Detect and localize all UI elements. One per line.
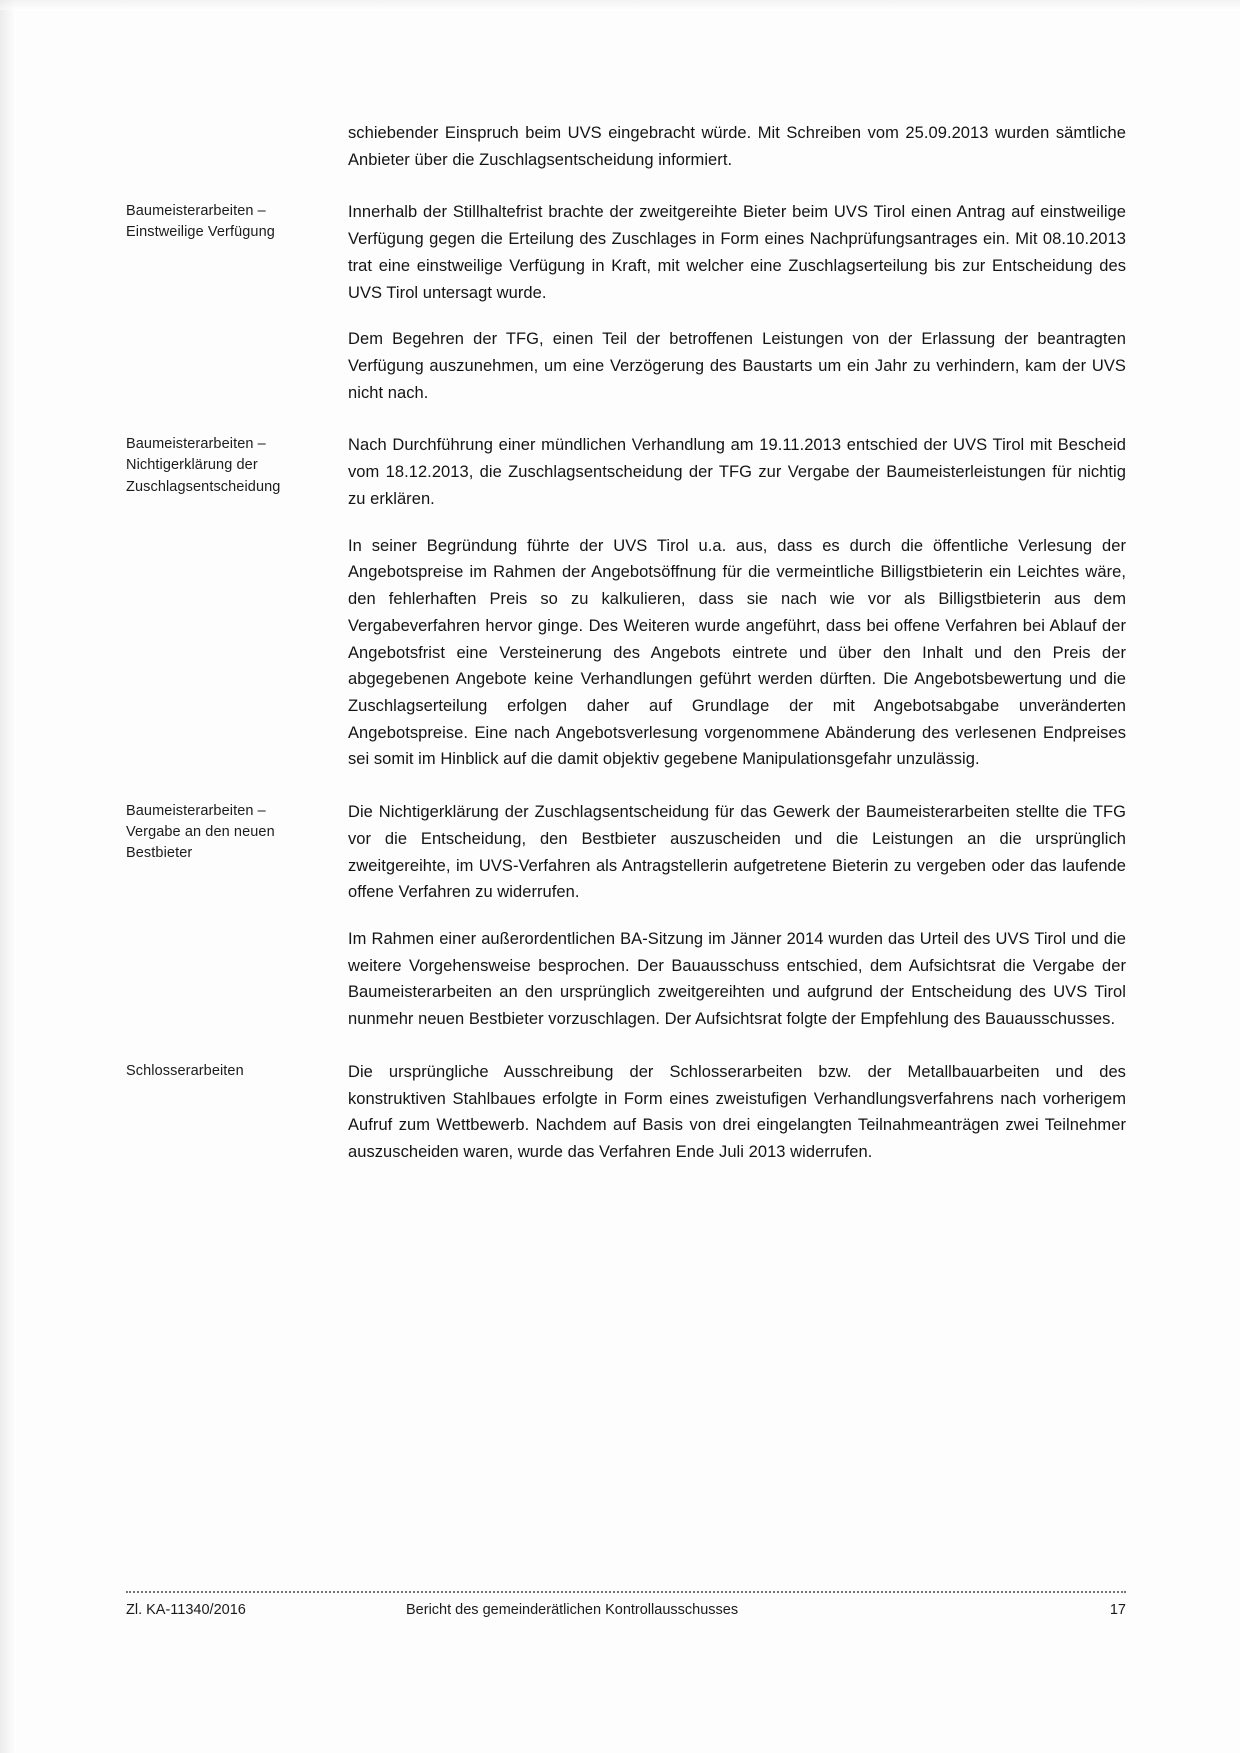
body-text: [341, 432, 1126, 773]
margin-label-line: Baumeisterarbeiten –: [126, 803, 266, 820]
footer-divider: [126, 1588, 1126, 1593]
paragraph: In seiner Begründung führte der UVS Tirol u.a. aus, dass es durch die öffentliche Verlesung der Angebotspreise im Rahmen der Angebotsöffnung für die vermeintliche Billigstbieterin ein Leichtes wäre, den fehlerhaften Preis so zu kalkulieren, dass sie nach wie vor als Billigstbieterin aus dem Vergabeverfahren hervor ginge. Des Weiteren wurde angeführt, dass bei offene Verfahren bei Ablauf der Angebotsfrist eine Versteinerung des Angebots eintrete und über den Inhalt und den Preis der abgegebenen Angebote keine Verhandlungen geführt werden dürften. Die Angebotsbewertung und die Zuschlagserteilung erfolgen daher auf Grundlage der mit Angebotsabgabe unveränderten Angebotspreise. Eine nach Angebotsverlesung vorgenommene Abänderung des verlesenen Endpreises sei somit im Hinblick auf die damit objektiv gegebene Manipulationsgefahr unzulässig.: [348, 536, 1126, 769]
document-block: [126, 432, 1126, 773]
document-block: [126, 799, 1126, 1033]
paragraph: Nach Durchführung einer mündlichen Verhandlung am 19.11.2013 entschied der UVS Tirol mit Bescheid vom 18.12.2013, die Zuschlagsentscheidung der TFG zur Vergabe der Baumeisterleistungen für nichtig zu erklären.: [348, 436, 1126, 508]
document-block: [126, 120, 1126, 173]
paragraph: Innerhalb der Stillhaltefrist brachte der zweitgereihte Bieter beim UVS Tirol einen Antrag auf einstweilige Verfügung gegen die Erteilung des Zuschlages in Form eines Nachprüfungsantrages ein. Mit 08.10.2013 trat eine einstweilige Verfügung in Kraft, mit welcher eine Zuschlagserteilung bis zur Entscheidung des UVS Tirol untersagt wurde.: [348, 203, 1126, 302]
margin-label-line: Baumeisterarbeiten –: [126, 436, 266, 453]
body-text: [341, 199, 1126, 406]
document-block: [126, 199, 1126, 406]
paragraph: schiebender Einspruch beim UVS eingebracht würde. Mit Schreiben vom 25.09.2013 wurden sämtliche Anbieter über die Zuschlagsentscheidung informiert.: [348, 124, 1126, 169]
margin-label-line: Zuschlagsentscheidung: [126, 478, 281, 495]
footer-reference: Zl. KA-11340/2016: [126, 1602, 246, 1618]
paragraph: Im Rahmen einer außerordentlichen BA-Sitzung im Jänner 2014 wurden das Urteil des UVS Tirol und die weitere Vorgehensweise besprochen. Der Bauausschuss entschied, dem Aufsichtsrat die Vergabe der Baumeisterarbeiten an den ursprünglich zweitgereihten und aufgrund der Entscheidung des UVS Tirol nunmehr neuen Bestbieter vorzuschlagen. Der Aufsichtsrat folgte der Empfehlung des Bauausschusses.: [348, 929, 1126, 1029]
paragraph: Die Nichtigerklärung der Zuschlagsentscheidung für das Gewerk der Baumeisterarbeiten stellte die TFG vor die Entscheidung, den Bestbieter auszuscheiden und die Leistungen an die ursprünglich zweitgereihte, im UVS-Verfahren als Antragstellerin aufgetretene Bieterin zu vergeben oder das laufende offene Verfahren zu widerrufen.: [348, 803, 1126, 902]
margin-label: [126, 1059, 341, 1082]
page-edge-shadow-left: [0, 0, 16, 1753]
body-text: [341, 799, 1126, 1033]
margin-label-line: Bestbieter: [126, 845, 193, 862]
margin-label: [126, 799, 341, 864]
margin-label-line: Einstweilige Verfügung: [126, 224, 275, 241]
margin-label: [126, 432, 341, 497]
margin-label-line: Schlosserarbeiten: [126, 1062, 244, 1079]
footer-title: Bericht des gemeinderätlichen Kontrollausschusses: [406, 1602, 739, 1618]
page-edge-shadow-top: [0, 0, 1240, 10]
margin-label-line: Baumeisterarbeiten –: [126, 203, 266, 220]
margin-label-line: Vergabe an den neuen: [126, 824, 275, 841]
page-footer: [126, 1602, 1126, 1618]
body-text: [341, 120, 1126, 173]
margin-label-line: Nichtigerklärung der: [126, 457, 258, 474]
document-block: [126, 1059, 1126, 1166]
footer-page-number: 17: [1109, 1602, 1126, 1618]
body-text: [341, 1059, 1126, 1166]
paragraph: Dem Begehren der TFG, einen Teil der betroffenen Leistungen von der Erlassung der beantragten Verfügung auszunehmen, um eine Verzögerung des Baustarts um ein Jahr zu verhindern, kam der UVS nicht nach.: [348, 330, 1126, 402]
document-body: [126, 120, 1126, 1192]
paragraph: Die ursprüngliche Ausschreibung der Schlosserarbeiten bzw. der Metallbauarbeiten und des konstruktiven Stahlbaues erfolgte in Form eines zweistufigen Verhandlungsverfahrens nach vorherigem Aufruf zum Wettbewerb. Nachdem auf Basis von drei eingelangten Teilnahmeanträgen zwei Teilnehmer auszuscheiden waren, wurde das Verfahren Ende Juli 2013 widerrufen.: [348, 1062, 1126, 1161]
margin-label: [126, 199, 341, 243]
